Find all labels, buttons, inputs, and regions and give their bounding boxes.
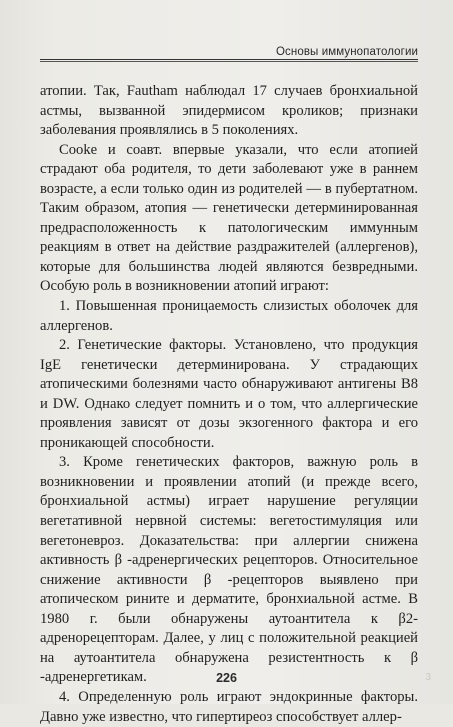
paragraph-atopy-definition: Cooke и соавт. впервые указали, что если атопией страдают оба родителя, то дети заболевают уже в раннем возрасте, а если только один из родителей — в пубертатном. Таким образом, атопия — генетически детерминированная предрасположенность к патологическим иммунным реакциям в ответ на действие раздражителей (аллергенов), которые для большинства людей являются безвредными. Особую роль в возникновении атопий играют: xyxy=(40,141,418,295)
corner-mark: 3 xyxy=(425,672,431,683)
body-text xyxy=(40,82,418,727)
running-head-title: Основы иммунопатологии xyxy=(275,46,418,58)
paragraph-item-4: 4. Определенную роль играют эндокринные факторы. Давно уже известно, что гипертиреоз способствует аллер- xyxy=(40,688,418,725)
paragraph-item-1: 1. Повышенная проницаемость слизистых оболочек для аллергенов. xyxy=(40,298,418,334)
paragraph-continuation: атопии. Так, Fautham наблюдал 17 случаев бронхиальной астмы, вызванной эпидермисом кроликов; признаки заболевания проявлялись в 5 поколениях. xyxy=(40,83,418,139)
page-number: 226 xyxy=(216,671,237,685)
running-head xyxy=(40,46,418,60)
paragraph-item-3: 3. Кроме генетических факторов, важную роль в возникновении и проявлении атопий (и прежде всего, бронхиальной астмы) играет нарушение регуляции вегетативной нервной системы: вегетостимуляция или вегетоневроз. Доказательства: при аллергии снижена активность β -адренергических рецепторов. Относительное снижение активности β -рецепторов выявлено при атопическом рините и дерматите, бронхиальной астме. В 1980 г. были обнаружены аутоантитела к β2-адренорецепторам. Далее, у лиц с положительной реакцией на аутоантитела обнаружена резистентность к β -адренергетикам. xyxy=(40,454,418,686)
paragraph-item-2: 2. Генетические факторы. Установлено, что продукция IgE генетически детерминирована. У страдающих атопическими болезнями часто обнаруживают антигены B8 и DW. Однако следует помнить и о том, что аллергические проявления зависят от дозы экзогенного фактора и его проникающей способности. xyxy=(40,337,418,451)
